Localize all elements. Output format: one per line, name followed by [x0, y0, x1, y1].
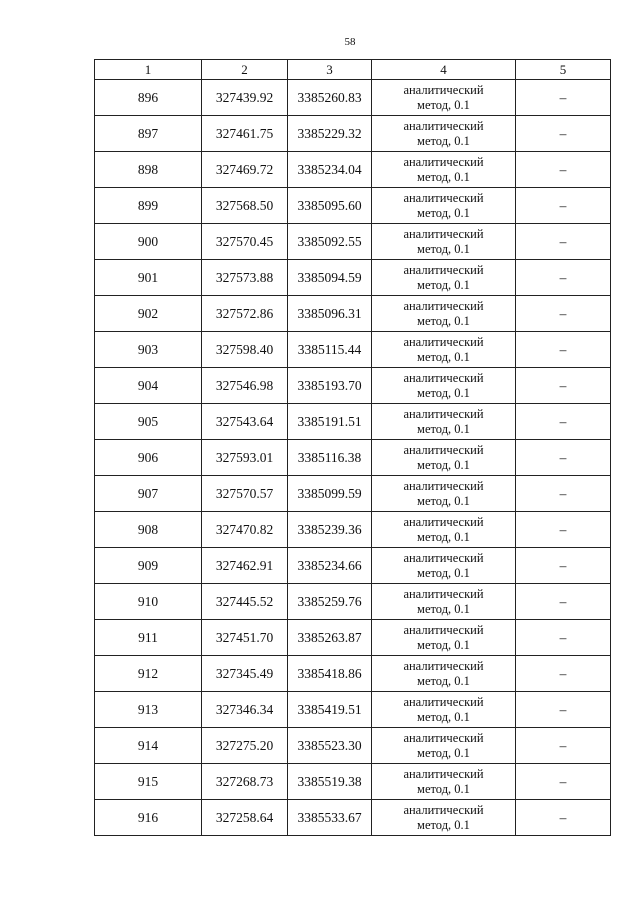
x-coordinate-cell: 327543.64 — [202, 404, 288, 440]
table-row — [95, 656, 611, 692]
method-cell — [372, 656, 516, 692]
method-line-1: аналитический — [403, 190, 484, 205]
column-5-cell: – — [516, 728, 611, 764]
y-coordinate-cell: 3385116.38 — [288, 440, 372, 476]
method-line-1: аналитический — [403, 298, 484, 313]
point-number-cell: 899 — [95, 188, 202, 224]
y-coordinate-cell: 3385260.83 — [288, 80, 372, 116]
column-5-cell: – — [516, 260, 611, 296]
column-5-cell: – — [516, 620, 611, 656]
x-coordinate-cell: 327570.45 — [202, 224, 288, 260]
method-line-2: метод, 0.1 — [417, 97, 470, 112]
y-coordinate-cell: 3385234.66 — [288, 548, 372, 584]
y-coordinate-cell: 3385191.51 — [288, 404, 372, 440]
x-coordinate-cell: 327451.70 — [202, 620, 288, 656]
method-line-2: метод, 0.1 — [417, 493, 470, 508]
y-coordinate-cell: 3385523.30 — [288, 728, 372, 764]
point-number-cell: 911 — [95, 620, 202, 656]
x-coordinate-cell: 327445.52 — [202, 584, 288, 620]
table-row — [95, 440, 611, 476]
x-coordinate-cell: 327345.49 — [202, 656, 288, 692]
method-line-2: метод, 0.1 — [417, 457, 470, 472]
x-coordinate-cell: 327346.34 — [202, 692, 288, 728]
point-number-cell: 901 — [95, 260, 202, 296]
method-line-2: метод, 0.1 — [417, 673, 470, 688]
point-number-cell: 896 — [95, 80, 202, 116]
column-5-cell: – — [516, 152, 611, 188]
point-number-cell: 903 — [95, 332, 202, 368]
method-line-2: метод, 0.1 — [417, 205, 470, 220]
y-coordinate-cell: 3385239.36 — [288, 512, 372, 548]
column-5-cell: – — [516, 476, 611, 512]
x-coordinate-cell: 327258.64 — [202, 800, 288, 836]
x-coordinate-cell: 327572.86 — [202, 296, 288, 332]
table-row — [95, 728, 611, 764]
method-line-2: метод, 0.1 — [417, 637, 470, 652]
table-row — [95, 548, 611, 584]
point-number-cell: 907 — [95, 476, 202, 512]
column-5-cell: – — [516, 116, 611, 152]
x-coordinate-cell: 327268.73 — [202, 764, 288, 800]
x-coordinate-cell: 327598.40 — [202, 332, 288, 368]
method-line-1: аналитический — [403, 406, 484, 421]
method-cell — [372, 512, 516, 548]
method-cell — [372, 404, 516, 440]
method-cell — [372, 692, 516, 728]
point-number-cell: 908 — [95, 512, 202, 548]
table-header-row — [95, 60, 611, 80]
column-5-cell: – — [516, 188, 611, 224]
column-5-cell: – — [516, 368, 611, 404]
method-line-2: метод, 0.1 — [417, 349, 470, 364]
y-coordinate-cell: 3385418.86 — [288, 656, 372, 692]
x-coordinate-cell: 327546.98 — [202, 368, 288, 404]
page-number: 58 — [344, 36, 356, 48]
y-coordinate-cell: 3385419.51 — [288, 692, 372, 728]
x-coordinate-cell: 327593.01 — [202, 440, 288, 476]
column-header-5: 5 — [516, 60, 611, 80]
method-line-2: метод, 0.1 — [417, 421, 470, 436]
y-coordinate-cell: 3385115.44 — [288, 332, 372, 368]
method-line-1: аналитический — [403, 586, 484, 601]
table-row — [95, 332, 611, 368]
table-row — [95, 584, 611, 620]
method-line-1: аналитический — [403, 514, 484, 529]
method-line-1: аналитический — [403, 694, 484, 709]
table-row — [95, 224, 611, 260]
method-cell — [372, 476, 516, 512]
column-5-cell: – — [516, 656, 611, 692]
y-coordinate-cell: 3385533.67 — [288, 800, 372, 836]
method-line-1: аналитический — [403, 550, 484, 565]
table-row — [95, 404, 611, 440]
method-line-2: метод, 0.1 — [417, 277, 470, 292]
x-coordinate-cell: 327470.82 — [202, 512, 288, 548]
table-row — [95, 116, 611, 152]
point-number-cell: 902 — [95, 296, 202, 332]
y-coordinate-cell: 3385229.32 — [288, 116, 372, 152]
method-line-1: аналитический — [403, 226, 484, 241]
table-row — [95, 692, 611, 728]
column-5-cell: – — [516, 764, 611, 800]
point-number-cell: 916 — [95, 800, 202, 836]
method-line-1: аналитический — [403, 334, 484, 349]
y-coordinate-cell: 3385519.38 — [288, 764, 372, 800]
y-coordinate-cell: 3385193.70 — [288, 368, 372, 404]
method-cell — [372, 620, 516, 656]
method-line-1: аналитический — [403, 118, 484, 133]
method-cell — [372, 440, 516, 476]
column-5-cell: – — [516, 548, 611, 584]
method-line-2: метод, 0.1 — [417, 601, 470, 616]
table-row — [95, 476, 611, 512]
column-5-cell: – — [516, 80, 611, 116]
column-5-cell: – — [516, 440, 611, 476]
point-number-cell: 898 — [95, 152, 202, 188]
x-coordinate-cell: 327439.92 — [202, 80, 288, 116]
column-5-cell: – — [516, 512, 611, 548]
column-5-cell: – — [516, 224, 611, 260]
method-line-2: метод, 0.1 — [417, 241, 470, 256]
method-line-1: аналитический — [403, 766, 484, 781]
column-header-4: 4 — [372, 60, 516, 80]
table-row — [95, 800, 611, 836]
x-coordinate-cell: 327570.57 — [202, 476, 288, 512]
column-5-cell: – — [516, 404, 611, 440]
method-cell — [372, 368, 516, 404]
y-coordinate-cell: 3385234.04 — [288, 152, 372, 188]
method-line-2: метод, 0.1 — [417, 817, 470, 832]
point-number-cell: 913 — [95, 692, 202, 728]
y-coordinate-cell: 3385092.55 — [288, 224, 372, 260]
y-coordinate-cell: 3385259.76 — [288, 584, 372, 620]
point-number-cell: 906 — [95, 440, 202, 476]
method-cell — [372, 764, 516, 800]
coordinates-table — [94, 59, 611, 836]
method-cell — [372, 800, 516, 836]
method-cell — [372, 116, 516, 152]
y-coordinate-cell: 3385096.31 — [288, 296, 372, 332]
method-cell — [372, 548, 516, 584]
method-line-1: аналитический — [403, 730, 484, 745]
method-line-2: метод, 0.1 — [417, 565, 470, 580]
x-coordinate-cell: 327568.50 — [202, 188, 288, 224]
x-coordinate-cell: 327462.91 — [202, 548, 288, 584]
method-cell — [372, 80, 516, 116]
method-line-2: метод, 0.1 — [417, 133, 470, 148]
point-number-cell: 909 — [95, 548, 202, 584]
method-line-1: аналитический — [403, 370, 484, 385]
column-5-cell: – — [516, 332, 611, 368]
x-coordinate-cell: 327275.20 — [202, 728, 288, 764]
point-number-cell: 905 — [95, 404, 202, 440]
method-line-2: метод, 0.1 — [417, 313, 470, 328]
method-line-1: аналитический — [403, 154, 484, 169]
table-row — [95, 296, 611, 332]
y-coordinate-cell: 3385095.60 — [288, 188, 372, 224]
method-line-2: метод, 0.1 — [417, 529, 470, 544]
x-coordinate-cell: 327573.88 — [202, 260, 288, 296]
table-row — [95, 368, 611, 404]
method-line-1: аналитический — [403, 802, 484, 817]
method-cell — [372, 260, 516, 296]
column-5-cell: – — [516, 296, 611, 332]
method-cell — [372, 584, 516, 620]
table-row — [95, 764, 611, 800]
point-number-cell: 904 — [95, 368, 202, 404]
method-line-2: метод, 0.1 — [417, 385, 470, 400]
table-row — [95, 512, 611, 548]
table-row — [95, 260, 611, 296]
point-number-cell: 915 — [95, 764, 202, 800]
x-coordinate-cell: 327461.75 — [202, 116, 288, 152]
method-cell — [372, 296, 516, 332]
point-number-cell: 912 — [95, 656, 202, 692]
y-coordinate-cell: 3385094.59 — [288, 260, 372, 296]
method-cell — [372, 224, 516, 260]
method-line-1: аналитический — [403, 262, 484, 277]
column-5-cell: – — [516, 692, 611, 728]
column-5-cell: – — [516, 800, 611, 836]
method-line-2: метод, 0.1 — [417, 781, 470, 796]
method-cell — [372, 152, 516, 188]
method-line-2: метод, 0.1 — [417, 169, 470, 184]
column-5-cell: – — [516, 584, 611, 620]
x-coordinate-cell: 327469.72 — [202, 152, 288, 188]
method-cell — [372, 188, 516, 224]
method-line-1: аналитический — [403, 658, 484, 673]
column-header-3: 3 — [288, 60, 372, 80]
point-number-cell: 897 — [95, 116, 202, 152]
point-number-cell: 914 — [95, 728, 202, 764]
method-cell — [372, 728, 516, 764]
method-line-2: метод, 0.1 — [417, 745, 470, 760]
column-header-2: 2 — [202, 60, 288, 80]
y-coordinate-cell: 3385263.87 — [288, 620, 372, 656]
column-header-1: 1 — [95, 60, 202, 80]
table-row — [95, 620, 611, 656]
point-number-cell: 900 — [95, 224, 202, 260]
method-line-1: аналитический — [403, 622, 484, 637]
method-line-1: аналитический — [403, 82, 484, 97]
table-row — [95, 80, 611, 116]
method-line-1: аналитический — [403, 442, 484, 457]
point-number-cell: 910 — [95, 584, 202, 620]
table-body — [95, 80, 611, 836]
y-coordinate-cell: 3385099.59 — [288, 476, 372, 512]
method-line-2: метод, 0.1 — [417, 709, 470, 724]
table-row — [95, 188, 611, 224]
method-line-1: аналитический — [403, 478, 484, 493]
table-row — [95, 152, 611, 188]
method-cell — [372, 332, 516, 368]
